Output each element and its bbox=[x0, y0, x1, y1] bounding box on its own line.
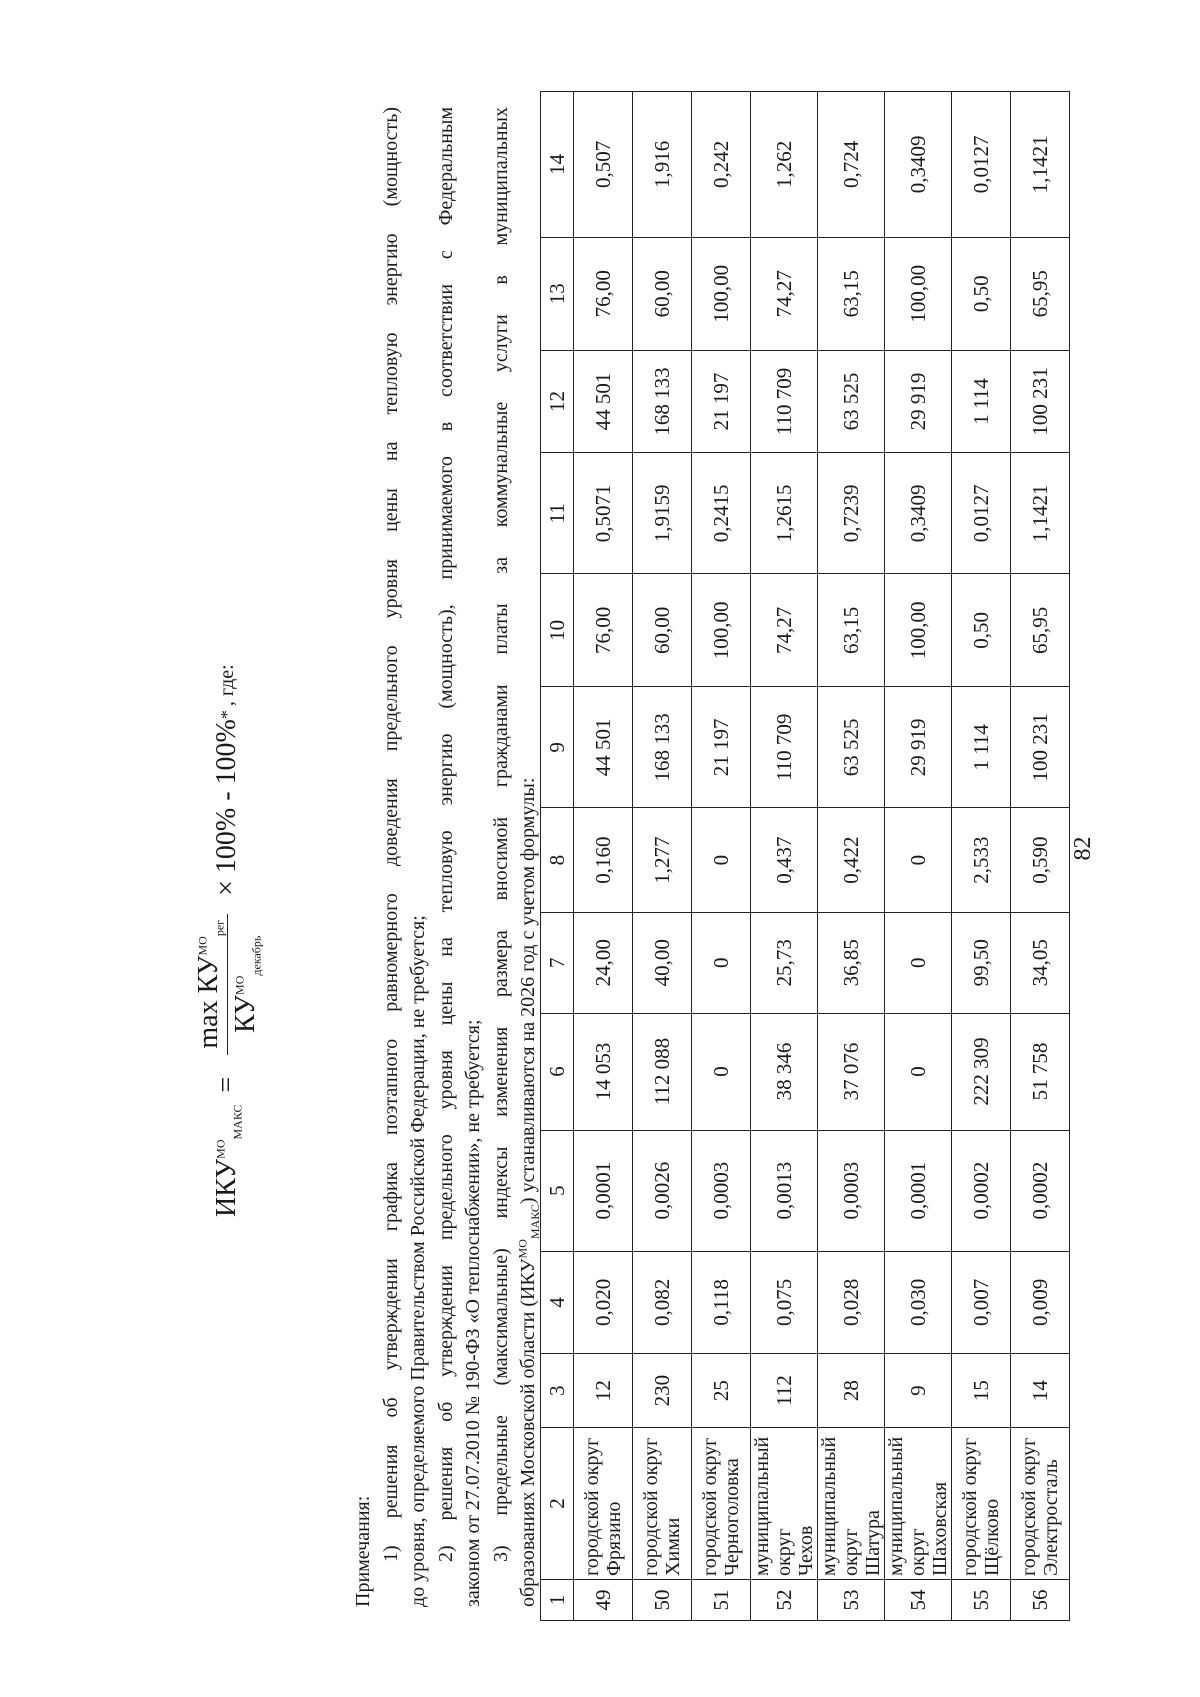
value-cell-col-3: 112 bbox=[751, 1354, 818, 1428]
value-cell-col-5: 0,0003 bbox=[818, 1130, 885, 1251]
value-cell-col-8: 1,277 bbox=[633, 808, 692, 913]
note-2-line-1: 2) решения об утверждении предельного уровня цены на тепловую энергию (мощность), принимаемого в соответствии с Федеральным bbox=[434, 107, 457, 1562]
value-cell-col-4: 0,028 bbox=[818, 1251, 885, 1354]
formula-numerator-symbol: max КУ bbox=[192, 955, 224, 1049]
note-3-superscript: МО bbox=[515, 1239, 530, 1259]
municipality-name-cell bbox=[885, 1428, 952, 1580]
value-cell-col-8: 0,422 bbox=[818, 808, 885, 913]
column-header: 11 bbox=[541, 453, 574, 574]
value-cell-col-11: 0,5071 bbox=[574, 453, 633, 574]
value-cell-col-13: 100,00 bbox=[885, 237, 952, 350]
municipality-type: муниципальный округ bbox=[751, 1436, 795, 1576]
formula-denominator-subscript: декабрь bbox=[249, 935, 264, 976]
value-cell-col-6: 0 bbox=[692, 1013, 751, 1130]
value-cell-col-6: 112 088 bbox=[633, 1013, 692, 1130]
row-number-cell: 54 bbox=[885, 1579, 952, 1620]
column-header: 8 bbox=[541, 808, 574, 913]
value-cell-col-4: 0,020 bbox=[574, 1251, 633, 1354]
note-2-line-2: законом от 27.07.2010 № 190-ФЗ «О теплоснабжении», не требуется; bbox=[462, 1019, 484, 1607]
municipality-name: Шатура bbox=[862, 1510, 884, 1576]
notes-heading: Примечания: bbox=[352, 1495, 374, 1607]
column-header: 13 bbox=[541, 237, 574, 350]
municipality-name-cell bbox=[751, 1428, 818, 1580]
municipality-name-cell bbox=[952, 1428, 1011, 1580]
column-header: 12 bbox=[541, 350, 574, 453]
value-cell-col-5: 0,0026 bbox=[633, 1130, 692, 1251]
value-cell-col-7: 24,00 bbox=[574, 913, 633, 1014]
table-row bbox=[574, 92, 633, 1621]
table-row bbox=[1011, 92, 1070, 1621]
row-number-cell: 51 bbox=[692, 1579, 751, 1620]
value-cell-col-6: 0 bbox=[885, 1013, 952, 1130]
value-cell-col-12: 44 501 bbox=[574, 350, 633, 453]
value-cell-col-3: 12 bbox=[574, 1354, 633, 1428]
column-header: 4 bbox=[541, 1251, 574, 1354]
formula-rest: × 100% - 100% bbox=[211, 719, 242, 896]
value-cell-col-7: 0 bbox=[885, 913, 952, 1014]
row-number-cell: 53 bbox=[818, 1579, 885, 1620]
value-cell-col-13: 100,00 bbox=[692, 237, 751, 350]
formula-tail: , где: bbox=[215, 664, 238, 707]
formula-lhs bbox=[211, 1104, 243, 1217]
value-cell-col-14: 0,0127 bbox=[952, 92, 1011, 238]
value-cell-col-5: 0,0001 bbox=[574, 1130, 633, 1251]
note-1-line-2: до уровня, определяемого Правительством Российской Федерации, не требуется; bbox=[407, 915, 429, 1607]
value-cell-col-14: 1,1421 bbox=[1011, 92, 1070, 238]
page-number: 82 bbox=[1070, 836, 1096, 861]
column-header: 10 bbox=[541, 574, 574, 687]
table-row bbox=[692, 92, 751, 1621]
formula-lhs-symbol: ИКУ bbox=[211, 1158, 242, 1217]
column-header: 1 bbox=[541, 1579, 574, 1620]
note-3-text-start: образованиях Московской области (ИКУ bbox=[517, 1258, 539, 1607]
value-cell-col-9: 63 525 bbox=[818, 687, 885, 808]
formula-denominator-superscript: МО bbox=[232, 975, 247, 995]
value-cell-col-3: 230 bbox=[633, 1354, 692, 1428]
value-cell-col-12: 1 114 bbox=[952, 350, 1011, 453]
value-cell-col-13: 74,27 bbox=[751, 237, 818, 350]
value-cell-col-5: 0,0002 bbox=[952, 1130, 1011, 1251]
note-3-line-2 bbox=[515, 107, 543, 1607]
value-cell-col-11: 0,2415 bbox=[692, 453, 751, 574]
column-header: 5 bbox=[541, 1130, 574, 1251]
value-cell-col-11: 1,2615 bbox=[751, 453, 818, 574]
value-cell-col-10: 0,50 bbox=[952, 574, 1011, 687]
row-number-cell: 49 bbox=[574, 1579, 633, 1620]
value-cell-col-9: 29 919 bbox=[885, 687, 952, 808]
table-body bbox=[574, 92, 1070, 1621]
value-cell-col-6: 38 346 bbox=[751, 1013, 818, 1130]
table-row bbox=[818, 92, 885, 1621]
value-cell-col-5: 0,0001 bbox=[885, 1130, 952, 1251]
value-cell-col-14: 0,507 bbox=[574, 92, 633, 238]
value-cell-col-10: 65,95 bbox=[1011, 574, 1070, 687]
value-cell-col-7: 99,50 bbox=[952, 913, 1011, 1014]
value-cell-col-12: 110 709 bbox=[751, 350, 818, 453]
value-cell-col-6: 51 758 bbox=[1011, 1013, 1070, 1130]
value-cell-col-4: 0,082 bbox=[633, 1251, 692, 1354]
value-cell-col-14: 1,262 bbox=[751, 92, 818, 238]
value-cell-col-8: 0,437 bbox=[751, 808, 818, 913]
index-formula bbox=[172, 664, 282, 1217]
value-cell-col-6: 37 076 bbox=[818, 1013, 885, 1130]
value-cell-col-9: 110 709 bbox=[751, 687, 818, 808]
note-3-subscript: МАКС bbox=[528, 1204, 542, 1240]
value-cell-col-8: 0 bbox=[885, 808, 952, 913]
value-cell-col-10: 76,00 bbox=[574, 574, 633, 687]
value-cell-col-4: 0,075 bbox=[751, 1251, 818, 1354]
column-header: 9 bbox=[541, 687, 574, 808]
municipality-name: Щёлково bbox=[981, 1498, 1003, 1576]
municipality-name-cell bbox=[692, 1428, 751, 1580]
value-cell-col-7: 0 bbox=[692, 913, 751, 1014]
municipality-type: городской округ bbox=[581, 1437, 603, 1576]
value-cell-col-9: 44 501 bbox=[574, 687, 633, 808]
formula-numerator-superscript: МО bbox=[195, 936, 210, 956]
municipality-name: Химки bbox=[662, 1517, 684, 1576]
value-cell-col-12: 21 197 bbox=[692, 350, 751, 453]
column-header: 14 bbox=[541, 92, 574, 238]
value-cell-col-11: 1,9159 bbox=[633, 453, 692, 574]
value-cell-col-14: 0,3409 bbox=[885, 92, 952, 238]
value-cell-col-11: 0,0127 bbox=[952, 453, 1011, 574]
value-cell-col-3: 25 bbox=[692, 1354, 751, 1428]
value-cell-col-7: 36,85 bbox=[818, 913, 885, 1014]
table-row bbox=[885, 92, 952, 1621]
municipality-type: муниципальный округ bbox=[818, 1436, 862, 1576]
value-cell-col-10: 100,00 bbox=[692, 574, 751, 687]
municipality-name-cell bbox=[574, 1428, 633, 1580]
value-cell-col-8: 0 bbox=[692, 808, 751, 913]
note-3-text-end: ) устанавливаются на 2026 год с учетом формулы: bbox=[517, 777, 539, 1205]
value-cell-col-3: 9 bbox=[885, 1354, 952, 1428]
table-row bbox=[633, 92, 692, 1621]
value-cell-col-13: 60,00 bbox=[633, 237, 692, 350]
formula-footnote-mark: * bbox=[216, 710, 237, 720]
value-cell-col-9: 168 133 bbox=[633, 687, 692, 808]
value-cell-col-6: 14 053 bbox=[574, 1013, 633, 1130]
row-number-cell: 56 bbox=[1011, 1579, 1070, 1620]
column-header: 3 bbox=[541, 1354, 574, 1428]
municipality-name: Электросталь bbox=[1040, 1459, 1062, 1576]
municipality-type: городской округ bbox=[640, 1437, 662, 1576]
value-cell-col-6: 222 309 bbox=[952, 1013, 1011, 1130]
table-row bbox=[751, 92, 818, 1621]
value-cell-col-5: 0,0002 bbox=[1011, 1130, 1070, 1251]
value-cell-col-13: 0,50 bbox=[952, 237, 1011, 350]
formula-equals: = bbox=[211, 1076, 242, 1093]
municipality-name: Чехов bbox=[795, 1525, 817, 1576]
notes-section bbox=[350, 107, 543, 1607]
formula-lhs-subscript: МАКС bbox=[230, 1104, 245, 1140]
value-cell-col-7: 34,05 bbox=[1011, 913, 1070, 1014]
formula-numerator bbox=[193, 914, 228, 1055]
value-cell-col-10: 60,00 bbox=[633, 574, 692, 687]
value-cell-col-14: 0,724 bbox=[818, 92, 885, 238]
table-row bbox=[952, 92, 1011, 1621]
column-header: 2 bbox=[541, 1428, 574, 1580]
value-cell-col-13: 63,15 bbox=[818, 237, 885, 350]
value-cell-col-4: 0,030 bbox=[885, 1251, 952, 1354]
column-header: 7 bbox=[541, 913, 574, 1014]
value-cell-col-3: 14 bbox=[1011, 1354, 1070, 1428]
row-number-cell: 55 bbox=[952, 1579, 1011, 1620]
value-cell-col-13: 76,00 bbox=[574, 237, 633, 350]
formula-denominator bbox=[228, 930, 262, 1039]
value-cell-col-8: 0,160 bbox=[574, 808, 633, 913]
row-number-cell: 50 bbox=[633, 1579, 692, 1620]
column-header: 6 bbox=[541, 1013, 574, 1130]
value-cell-col-9: 21 197 bbox=[692, 687, 751, 808]
municipality-type: городской округ bbox=[959, 1437, 981, 1576]
value-cell-col-12: 168 133 bbox=[633, 350, 692, 453]
formula-fraction bbox=[193, 914, 262, 1055]
value-cell-col-10: 63,15 bbox=[818, 574, 885, 687]
value-cell-col-7: 25,73 bbox=[751, 913, 818, 1014]
value-cell-col-5: 0,0003 bbox=[692, 1130, 751, 1251]
formula-denominator-symbol: КУ bbox=[229, 994, 261, 1033]
value-cell-col-11: 0,7239 bbox=[818, 453, 885, 574]
value-cell-col-11: 1,1421 bbox=[1011, 453, 1070, 574]
municipality-name-cell bbox=[633, 1428, 692, 1580]
row-number-cell: 52 bbox=[751, 1579, 818, 1620]
value-cell-col-12: 63 525 bbox=[818, 350, 885, 453]
municipality-name: Черноголовка bbox=[721, 1458, 743, 1576]
value-cell-col-3: 28 bbox=[818, 1354, 885, 1428]
table-header-row bbox=[541, 92, 574, 1621]
note-1-line-1: 1) решения об утверждении графика поэтапного равномерного доведения предельного уровня цены на тепловую энергию (мощность) bbox=[379, 107, 402, 1562]
value-cell-col-12: 100 231 bbox=[1011, 350, 1070, 453]
value-cell-col-10: 100,00 bbox=[885, 574, 952, 687]
value-cell-col-14: 0,242 bbox=[692, 92, 751, 238]
value-cell-col-11: 0,3409 bbox=[885, 453, 952, 574]
municipality-name-cell bbox=[818, 1428, 885, 1580]
value-cell-col-4: 0,118 bbox=[692, 1251, 751, 1354]
municipality-name: Фрязино bbox=[603, 1501, 625, 1576]
note-3-line-1: 3) предельные (максимальные) индексы изменения размера вносимой гражданами платы за коммунальные услуги в муниципальных bbox=[489, 107, 512, 1562]
value-cell-col-4: 0,009 bbox=[1011, 1251, 1070, 1354]
municipality-type: городской округ bbox=[1018, 1437, 1040, 1576]
value-cell-col-3: 15 bbox=[952, 1354, 1011, 1428]
formula-lhs-superscript: МО bbox=[213, 1139, 228, 1159]
value-cell-col-5: 0,0013 bbox=[751, 1130, 818, 1251]
municipality-type: городской округ bbox=[699, 1437, 721, 1576]
municipality-name-cell bbox=[1011, 1428, 1070, 1580]
value-cell-col-13: 65,95 bbox=[1011, 237, 1070, 350]
municipality-name: Шаховская bbox=[929, 1481, 951, 1576]
value-cell-col-12: 29 919 bbox=[885, 350, 952, 453]
value-cell-col-8: 2,533 bbox=[952, 808, 1011, 913]
value-cell-col-10: 74,27 bbox=[751, 574, 818, 687]
data-table bbox=[540, 91, 1070, 1621]
formula-numerator-subscript: рег bbox=[212, 919, 227, 937]
municipality-type: муниципальный округ bbox=[885, 1436, 929, 1576]
value-cell-col-9: 1 114 bbox=[952, 687, 1011, 808]
value-cell-col-8: 0,590 bbox=[1011, 808, 1070, 913]
value-cell-col-7: 40,00 bbox=[633, 913, 692, 1014]
value-cell-col-4: 0,007 bbox=[952, 1251, 1011, 1354]
value-cell-col-9: 100 231 bbox=[1011, 687, 1070, 808]
value-cell-col-14: 1,916 bbox=[633, 92, 692, 238]
